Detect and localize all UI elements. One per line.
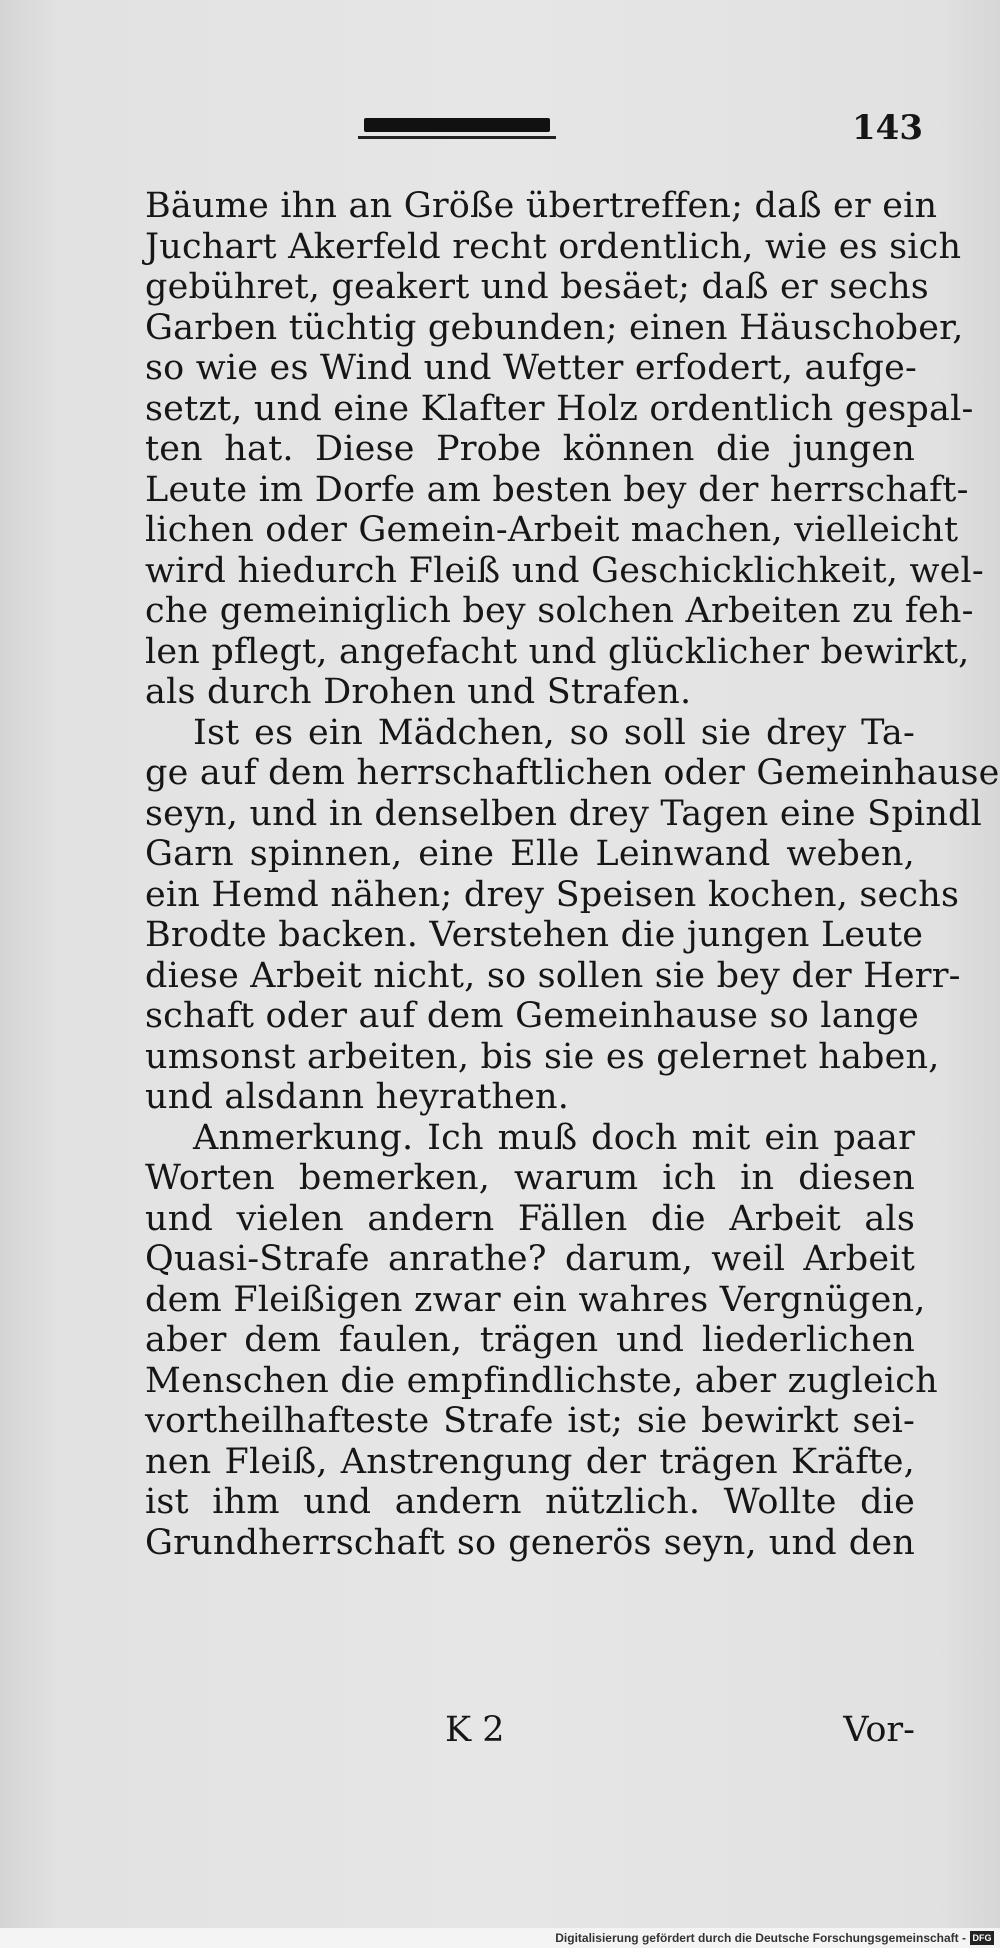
page-footer — [145, 1710, 915, 1750]
text-line: aber dem faulen, trägen und liederlichen — [145, 1320, 915, 1360]
text-line: diese Arbeit nicht, so sollen sie bey der Herr- — [145, 955, 961, 996]
text-line: setzt, und eine Klafter Holz ordentlich gespal- — [145, 388, 974, 429]
text-line: umsonst arbeiten, bis sie es gelernet haben, — [145, 1036, 940, 1077]
digitization-credit: Digitalisierung gefördert durch die Deutsche Forschungsgemeinschaft - — [555, 1931, 966, 1945]
text-line: ein Hemd nähen; drey Speisen kochen, sechs — [145, 874, 960, 915]
header-ornament-rule — [364, 118, 550, 132]
text-line: Brodte backen. Verstehen die jungen Leute — [145, 915, 924, 955]
text-line: len pflegt, angefacht und glücklicher bewirkt, — [145, 631, 970, 672]
text-line: nen Fleiß, Anstrengung der trägen Kräfte, — [145, 1441, 915, 1482]
text-line: ge auf dem herrschaftlichen oder Gemeinhause — [145, 753, 1000, 793]
text-line: Juchart Akerfeld recht ordentlich, wie es sich — [145, 226, 962, 267]
text-line: wird hiedurch Fleiß und Geschicklichkeit, wel- — [145, 550, 984, 591]
text-line: dem Fleißigen zwar ein wahres Vergnügen, — [145, 1279, 926, 1320]
text-line: Anmerkung. Ich muß doch mit ein paar — [193, 1117, 915, 1158]
text-line: als durch Drohen und Strafen. — [145, 672, 692, 712]
text-line: Garben tüchtig gebunden; einen Häuschober, — [145, 307, 964, 348]
text-line: und vielen andern Fällen die Arbeit als — [145, 1198, 915, 1239]
text-line: Quasi-Strafe anrathe? darum, weil Arbeit — [145, 1239, 915, 1279]
catchword: Vor- — [843, 1710, 915, 1750]
text-line: und alsdann heyrathen. — [145, 1077, 570, 1117]
text-line: Menschen die empfindlichste, aber zugleich — [145, 1360, 938, 1401]
dfg-logo: DFG — [970, 1931, 994, 1945]
text-line: so wie es Wind und Wetter erfodert, aufge- — [145, 348, 918, 388]
text-line: seyn, und in denselben drey Tagen eine Spindl — [145, 793, 983, 834]
page-number: 143 — [852, 108, 923, 148]
text-line: vortheilhafteste Strafe ist; sie bewirkt sei- — [145, 1401, 915, 1441]
signature-mark: K 2 — [445, 1710, 505, 1750]
text-line: lichen oder Gemein-Arbeit machen, vielleicht — [145, 510, 959, 550]
text-line: che gemeiniglich bey solchen Arbeiten zu feh- — [145, 591, 974, 631]
text-line: ist ihm und andern nützlich. Wollte die — [145, 1482, 915, 1522]
text-line: ten hat. Diese Probe können die jungen — [145, 429, 915, 469]
body-text — [145, 186, 1000, 1563]
text-line: Ist es ein Mädchen, so soll sie drey Ta- — [193, 712, 915, 753]
text-line: Bäume ihn an Größe übertreffen; daß er ein — [145, 186, 938, 226]
text-line: Worten bemerken, warum ich in diesen — [145, 1158, 915, 1198]
text-line: schaft oder auf dem Gemeinhause so lange — [145, 996, 920, 1036]
text-line: Leute im Dorfe am besten bey der herrschaft- — [145, 469, 969, 510]
text-line: Grundherrschaft so generös seyn, und den — [145, 1522, 915, 1563]
text-line: Garn spinnen, eine Elle Leinwand weben, — [145, 834, 915, 874]
text-line: gebühret, geakert und besäet; daß er sechs — [145, 267, 929, 307]
